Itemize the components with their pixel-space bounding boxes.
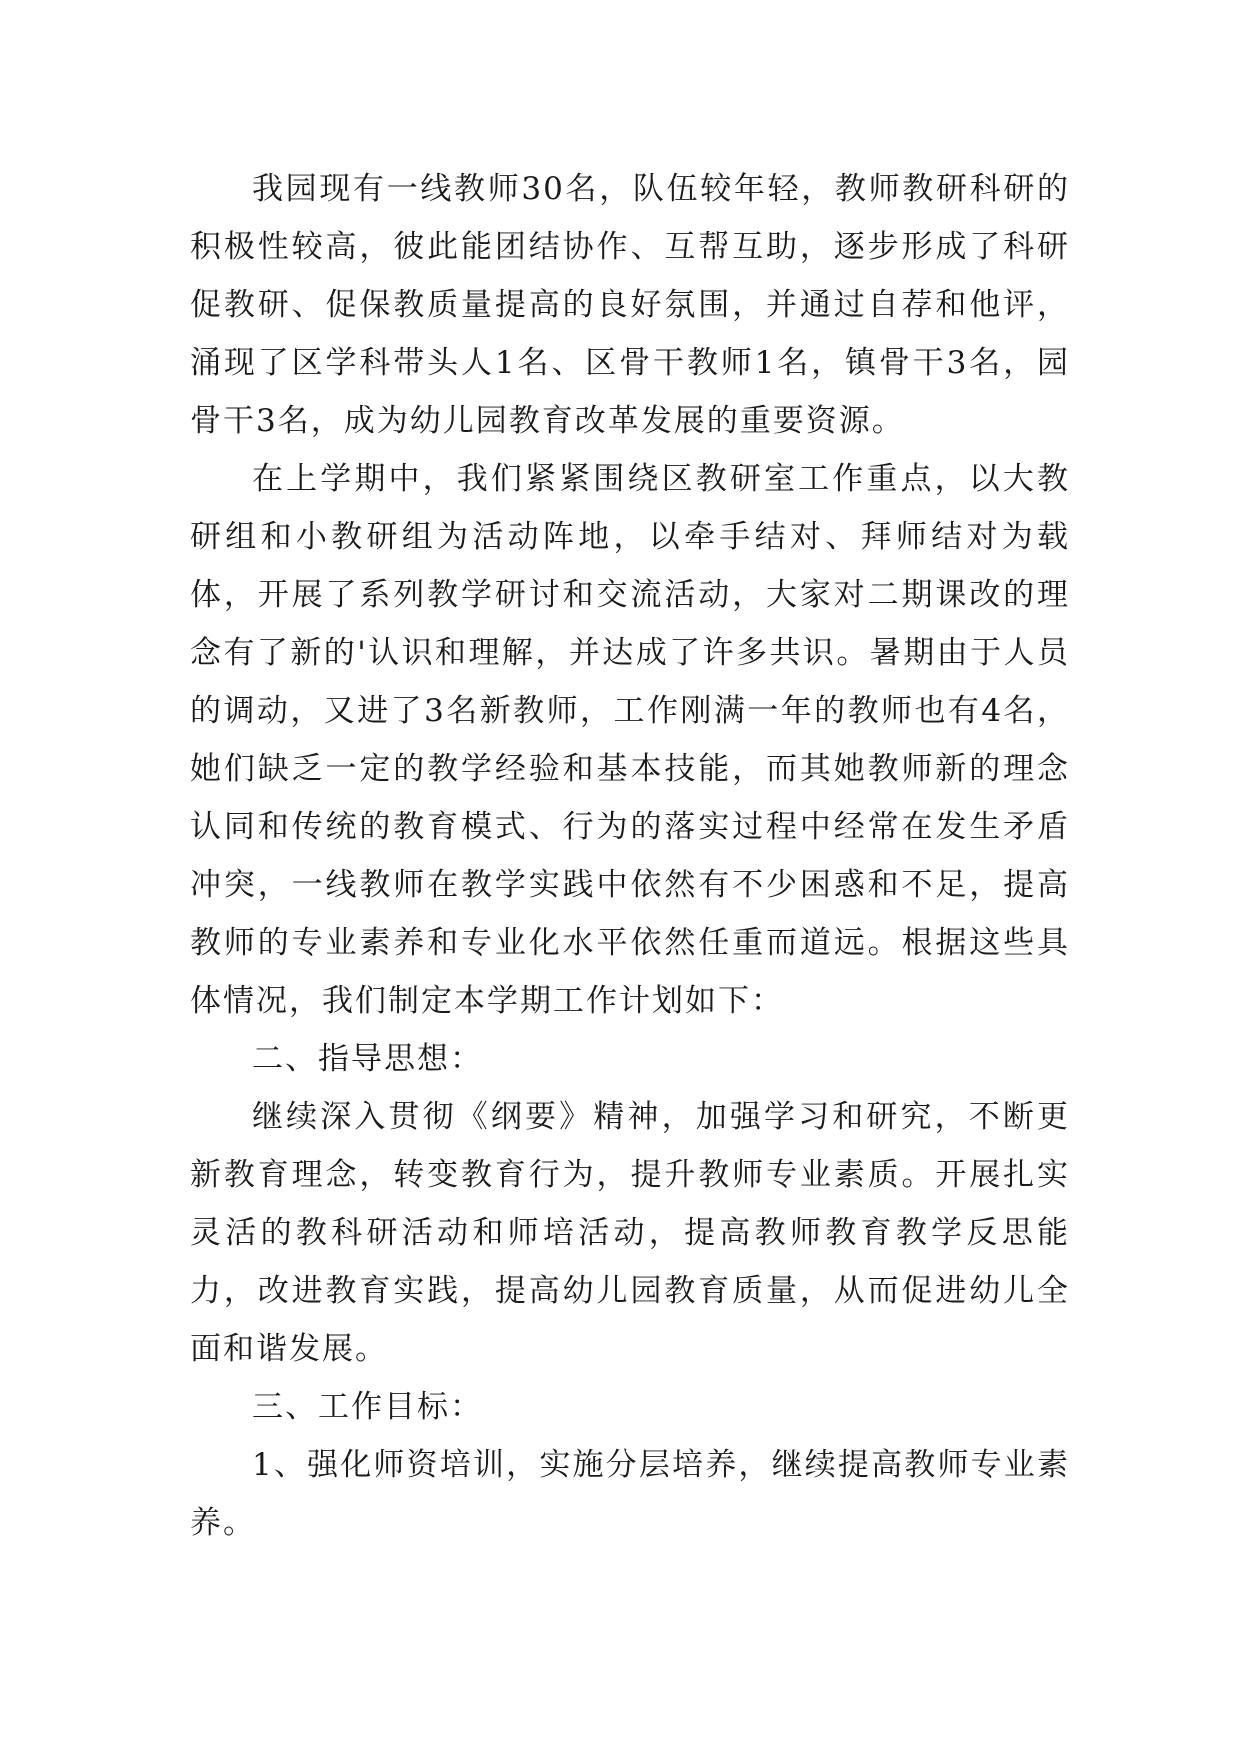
paragraph-staff-overview: 我园现有一线教师30名，队伍较年轻，教师教研科研的积极性较高，彼此能团结协作、互帮互助，逐步形成了科研促教研、促保教质量提高的良好氛围，并通过自荐和他评，涌现了区学科带头人1名、区骨干教师1名，镇骨干3名，园骨干3名，成为幼儿园教育改革发展的重要资源。 [190, 171, 1070, 439]
paragraph-goal-1: 1、强化师资培训，实施分层培养，继续提高教师专业素养。 [190, 1447, 1070, 1541]
paragraph-last-term-review: 在上学期中，我们紧紧围绕区教研室工作重点，以大教研组和小教研组为活动阵地，以牵手结对、拜师结对为载体，开展了系列教学研讨和交流活动，大家对二期课改的理念有了新的'认识和理解，并达成了许多共识。暑期由于人员的调动，又进了3名新教师，工作刚满一年的教师也有4名，她们缺乏一定的教学经验和基本技能，而其她教师新的理念认同和传统的教育模式、行为的落实过程中经常在发生矛盾冲突，一线教师在教学实践中依然有不少困惑和不足，提高教师的专业素养和专业化水平依然任重而道远。根据这些具体情况，我们制定本学期工作计划如下： [190, 461, 1070, 1019]
section-heading-work-goals: 三、工作目标： [252, 1389, 483, 1425]
document-body [190, 160, 1070, 1552]
paragraph-guiding-thought: 继续深入贯彻《纲要》精神，加强学习和研究，不断更新教育理念，转变教育行为，提升教师专业素质。开展扎实灵活的教科研活动和师培活动，提高教师教育教学反思能力，改进教育实践，提高幼儿园教育质量，从而促进幼儿全面和谐发展。 [190, 1099, 1070, 1367]
section-heading-guiding-thought: 二、指导思想： [252, 1041, 483, 1077]
